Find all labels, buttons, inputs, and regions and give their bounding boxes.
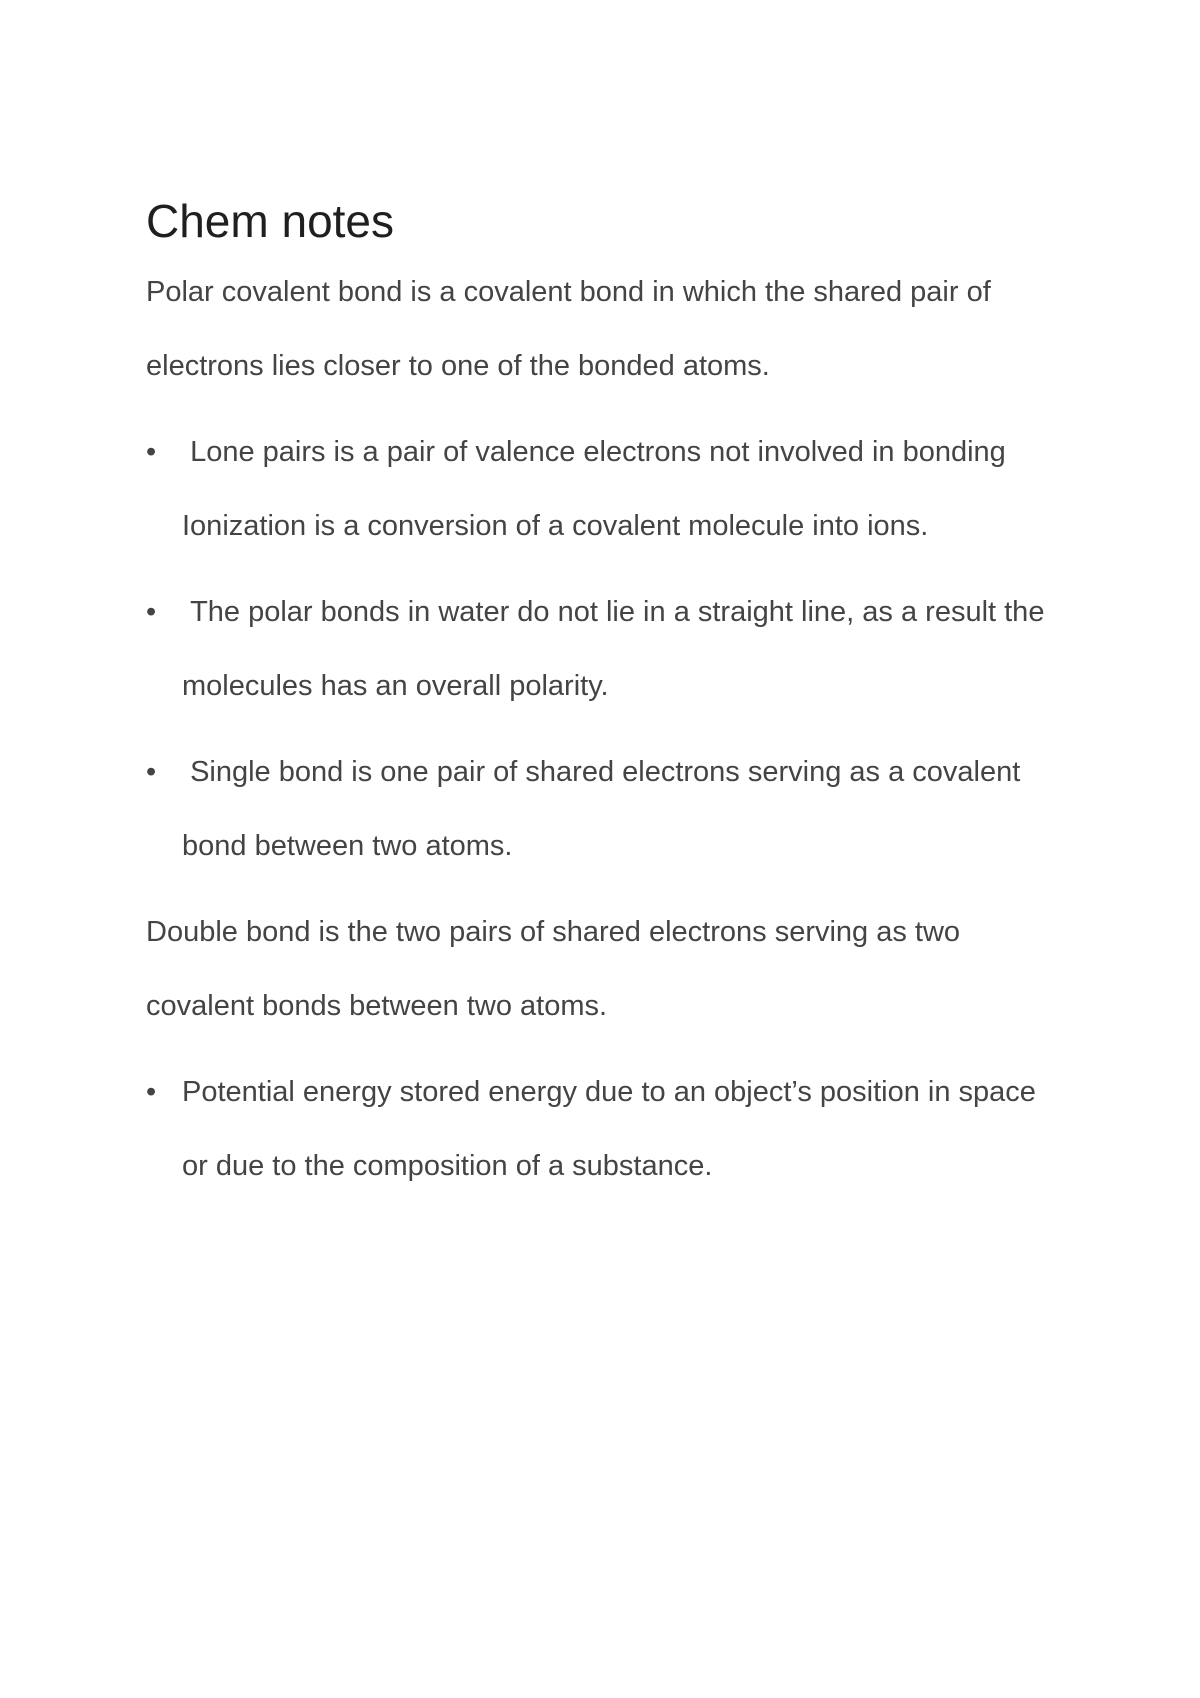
document-body	[146, 193, 1066, 1215]
bullet-icon: •	[146, 436, 157, 468]
list-item	[146, 735, 1066, 883]
list-item	[146, 1055, 1066, 1203]
bullet-icon: •	[146, 596, 157, 628]
bullet-icon: •	[146, 756, 157, 788]
bullet-icon: •	[146, 1076, 157, 1108]
document-title: Chem notes	[146, 195, 395, 247]
paragraph-double-bond: Double bond is the two pairs of shared electrons serving as two covalent bonds between two atoms.	[146, 916, 961, 1022]
list-item-text: The polar bonds in water do not lie in a straight line, as a result the molecules has an overall polarity.	[182, 596, 1053, 702]
bullet-list-energy	[146, 1055, 1066, 1203]
list-item	[146, 575, 1066, 723]
paragraph-polar-covalent: Polar covalent bond is a covalent bond in which the shared pair of electrons lies closer to one of the bonded atoms.	[146, 276, 991, 382]
list-item-text: Potential energy stored energy due to an object’s position in space or due to the composition of a substance.	[182, 1076, 1044, 1182]
list-item	[146, 415, 1066, 563]
bullet-list-bonds	[146, 415, 1066, 883]
list-item-text: Single bond is one pair of shared electrons serving as a covalent bond between two atoms.	[182, 756, 1029, 862]
list-item-text: Lone pairs is a pair of valence electrons not involved in bonding Ionization is a conversion of a covalent molecule into ions.	[182, 436, 1022, 542]
